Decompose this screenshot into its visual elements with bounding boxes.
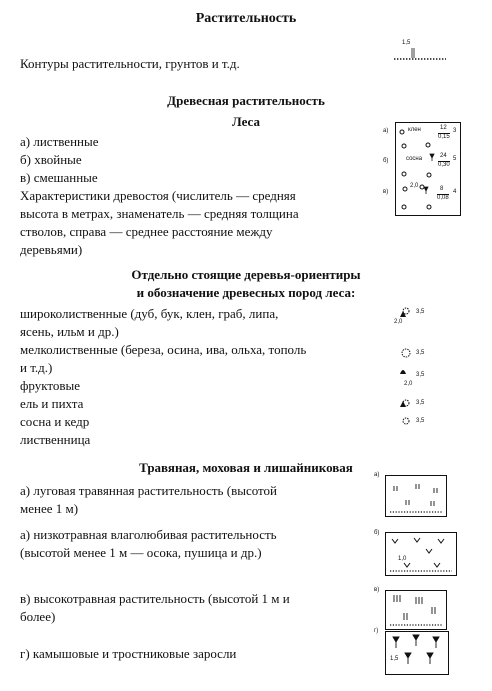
forest-legend-right-c: 4 — [453, 189, 457, 195]
landmark-spruce: ель и пихта — [20, 396, 84, 411]
grass-legend-marker-c: в) — [374, 587, 380, 593]
landmark-symbol-value-4: 3,5 — [416, 372, 425, 378]
contour-dots-icon — [392, 40, 448, 64]
landmarks-heading-1: Отдельно стоящие деревья-ориентиры — [131, 267, 361, 282]
forest-item-mixed: в) смешанные — [20, 170, 98, 185]
page-title: Растительность — [195, 11, 297, 26]
grass-legend-value-d: 1,5 — [390, 656, 399, 662]
grass-legend-marker-d: г) — [374, 628, 379, 634]
stand-line-3: стволов, справа — среднее расстояние между — [20, 224, 273, 239]
landmark-fruit: фруктовые — [20, 378, 81, 393]
grass-legend-box-b — [374, 530, 457, 576]
landmark-symbol-value-6: 3,5 — [416, 400, 425, 406]
grass-legend-box-d — [374, 628, 449, 675]
grass-tall-line-1: в) высокотравная растительность (высотой 1 м и — [20, 591, 290, 606]
grass-heading: Травяная, моховая и лишайниковая — [139, 460, 353, 475]
grass-reeds-line-1: г) камышовые и тростниковые заросли — [20, 646, 237, 661]
landmark-broadleaf-cont: ясень, ильм и др.) — [20, 324, 119, 339]
landmark-symbol-value-7: 3,5 — [416, 418, 425, 424]
grass-legend-box-a — [374, 472, 447, 517]
landmark-smallleaf: мелколиственные (береза, осина, ива, ольха, тополь — [20, 342, 307, 357]
forest-legend-num-c: 8 — [440, 186, 444, 192]
grass-tall-line-2: более) — [20, 609, 56, 624]
forest-legend-marker-a: а) — [383, 128, 389, 134]
forest-item-coniferous: б) хвойные — [20, 152, 82, 167]
landmark-symbol-value-1: 3,5 — [416, 309, 425, 315]
grass-lowwet-line-2: (высотой менее 1 м — осока, пушица и др.) — [20, 545, 262, 560]
forest-item-deciduous: а) лиственные — [20, 134, 99, 149]
forest-legend-word-a: клен — [408, 127, 421, 133]
grass-legend-marker-b: б) — [374, 530, 380, 536]
grass-legend-marker-a: а) — [374, 472, 380, 478]
landmark-smallleaf-cont: и т.д.) — [20, 360, 53, 375]
landmark-symbol-value-2: 2,0 — [394, 319, 403, 325]
sedge-icon — [386, 533, 456, 575]
landmark-symbol-value-5: 2,0 — [404, 381, 413, 387]
forest-legend-box — [383, 122, 461, 216]
landmark-pine: сосна и кедр — [20, 414, 90, 429]
contour-dotted-symbol — [392, 40, 448, 64]
forest-legend-word-b: сосна — [406, 156, 423, 162]
stand-line-1: Характеристики древостоя (числитель — средняя — [20, 188, 296, 203]
forest-legend-val-c: 2,0 — [410, 183, 419, 189]
contours-label: Контуры растительности, грунтов и т.д. — [20, 56, 240, 71]
contour-symbol-value: 1,5 — [402, 40, 411, 46]
forest-legend-marker-b: б) — [383, 158, 389, 164]
stand-line-2: высота в метрах, знаменатель — средняя толщина — [20, 206, 299, 221]
meadow-grass-icon — [386, 476, 446, 516]
woody-heading: Древесная растительность — [167, 93, 325, 108]
tall-grass-icon — [386, 591, 446, 629]
forest-legend-right-b: 5 — [453, 156, 457, 162]
stand-line-4: деревьями) — [20, 242, 83, 257]
landmark-larch: лиственница — [20, 432, 91, 447]
grass-lowwet-line-1: а) низкотравная влаголюбивая растительность — [20, 527, 277, 542]
grass-meadow-line-1: а) луговая травянная растительность (высотой — [20, 483, 278, 498]
reeds-icon — [386, 632, 448, 674]
forest-legend-den-b: 0,30 — [438, 162, 450, 168]
forest-legend-num-b: 24 — [440, 153, 447, 159]
forest-legend-den-c: 0,08 — [437, 195, 449, 201]
forest-legend-den-a: 0,15 — [438, 134, 450, 140]
grass-meadow-line-2: менее 1 м) — [20, 501, 79, 516]
landmark-symbols — [394, 303, 434, 433]
forest-legend-symbols-icon — [396, 123, 460, 215]
landmark-broadleaf: широколиственные (дуб, бук, клен, граб, липа, — [20, 306, 279, 321]
grass-legend-value-b: 1,0 — [398, 556, 407, 562]
forests-heading: Леса — [232, 114, 260, 129]
forest-legend-right-a: 3 — [453, 128, 457, 134]
landmarks-heading-2: и обозначение древесных пород леса: — [136, 285, 356, 300]
forest-legend-num-a: 12 — [440, 125, 447, 131]
grass-legend-box-c — [374, 587, 447, 630]
forest-legend-marker-c: в) — [383, 189, 389, 195]
landmark-symbol-value-3: 3,5 — [416, 350, 425, 356]
